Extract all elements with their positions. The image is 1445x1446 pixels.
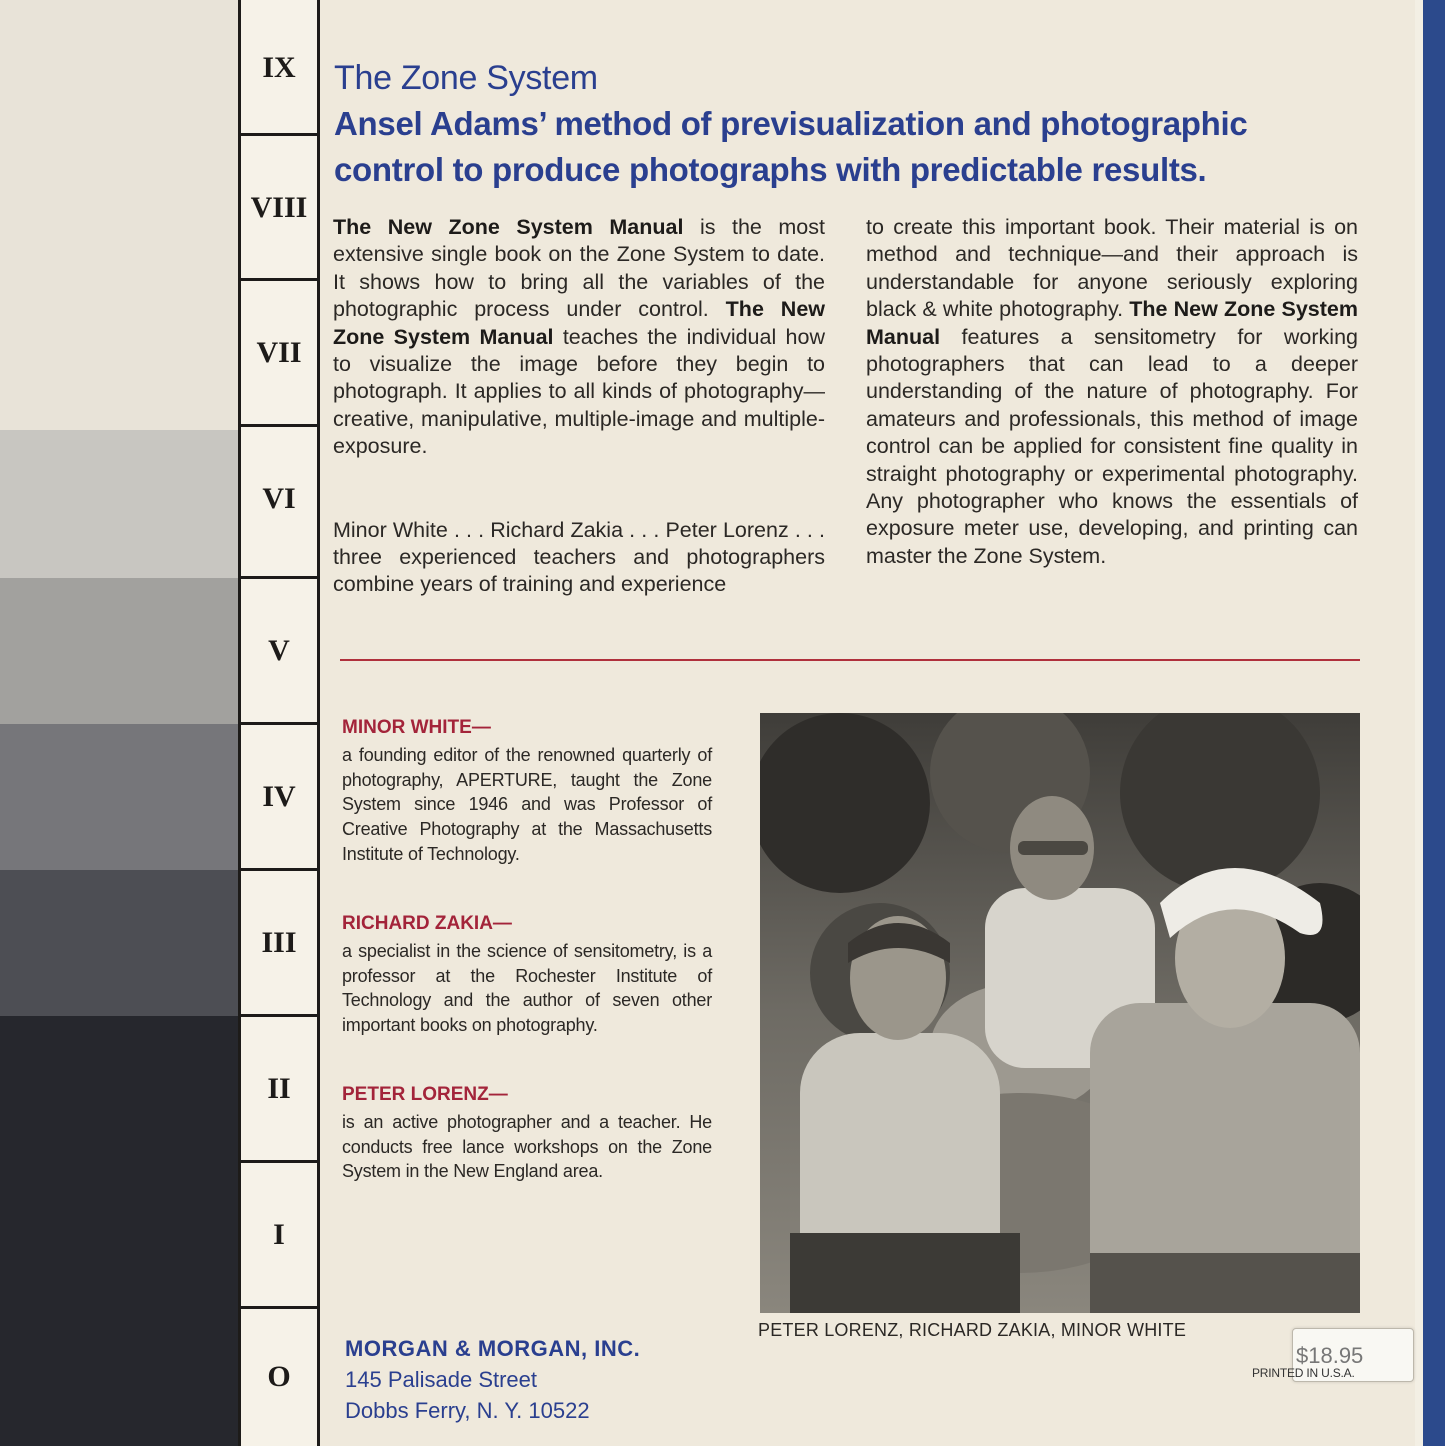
publisher-name: MORGAN & MORGAN, INC. — [345, 1336, 641, 1361]
book-title-bold: The New Zone System Manual — [866, 297, 1358, 349]
zone-label: O — [267, 1360, 291, 1393]
zone-label: III — [261, 926, 297, 959]
zone-label: VIII — [250, 191, 308, 224]
bio-text: is an active photographer and a teacher. He conducts free lance workshops on the Zone System in the New England area. — [342, 1111, 712, 1182]
gray-step-3 — [0, 578, 238, 724]
bio-text: a founding editor of the renowned quarterly of photography, APERTURE, taught the Zone System since 1946 and was Professor of Creative Photography at the Massachusetts Institute of Technology. — [342, 744, 712, 864]
title-block — [334, 55, 1374, 193]
photo-caption: PETER LORENZ, RICHARD ZAKIA, MINOR WHITE — [758, 1320, 1187, 1340]
subtitle-line-1: Ansel Adams’ method of previsualization and photographic — [334, 105, 1248, 142]
gray-step-2 — [0, 430, 238, 578]
gray-step-6 — [0, 1016, 238, 1446]
publisher-block — [345, 1333, 640, 1426]
cover-edge-highlight — [1415, 0, 1423, 1446]
bio-richard-zakia — [342, 912, 712, 1038]
zone-label: V — [268, 634, 290, 667]
gray-step-4 — [0, 724, 238, 870]
bio-minor-white — [342, 716, 712, 867]
book-title-bold: The New Zone System Manual — [333, 215, 684, 239]
section-divider — [340, 659, 1360, 661]
subtitle-line-2: control to produce photographs with predictable results. — [334, 151, 1207, 188]
bio-name: MINOR WHITE— — [342, 717, 491, 738]
zone-label: IV — [262, 780, 296, 813]
description-paragraph-1: The New Zone System Manual is the most extensive single book on the Zone System to date. It shows how to bring all the variables of the photographic process under control. The New Zone System Manual teaches the individual how to visualize the image before they begin to photograph. It applies to all kinds of photography—creative, manipulative, multiple-image and multiple-exposure. — [333, 215, 825, 459]
zone-label: IX — [262, 51, 296, 84]
blue-cover-edge — [1423, 0, 1445, 1446]
zone-scale — [238, 0, 320, 1446]
publisher-city: Dobbs Ferry, N. Y. 10522 — [345, 1398, 590, 1423]
zone-label: VII — [256, 336, 302, 369]
description-column-2 — [866, 214, 1358, 570]
zone-label: II — [267, 1072, 291, 1105]
publisher-street: 145 Palisade Street — [345, 1367, 538, 1392]
title: The Zone System — [334, 59, 598, 97]
gray-step-5 — [0, 870, 238, 1016]
zone-label: VI — [262, 482, 296, 515]
gray-step-1 — [0, 0, 238, 430]
description-column-1 — [333, 214, 825, 599]
book-title-bold: The New Zone System Manual — [333, 297, 825, 349]
description-paragraph-3: to create this important book. Their material is on method and technique—and their approach is understandable for anyone seriously exploring black & white photography. The New Zone System Manual features a sensitometry for working photographers that can lead to a deeper understanding of the nature of photography. For amateurs and professionals, this method of image control can be applied for consistent fine quality in straight photography or experimental photography. Any photographer who knows the essentials of exposure meter use, developing, and printing can master the Zone System. — [866, 215, 1358, 568]
bio-name: PETER LORENZ— — [342, 1084, 508, 1105]
description-paragraph-2: Minor White . . . Richard Zakia . . . Peter Lorenz . . . three experienced teachers and photographers combine years of training and experience — [333, 517, 825, 597]
price-label: $18.95 — [1296, 1343, 1364, 1368]
author-photo-image — [760, 713, 1360, 1313]
author-photo — [760, 713, 1360, 1313]
bio-peter-lorenz — [342, 1083, 712, 1184]
bio-name: RICHARD ZAKIA— — [342, 913, 512, 934]
printed-in-label: PRINTED IN U.S.A. — [1252, 1366, 1355, 1380]
bio-text: a specialist in the science of sensitometry, is a professor at the Rochester Institute of Technology and the author of seven other important books on photography. — [342, 940, 712, 1036]
zone-label: I — [273, 1218, 285, 1251]
